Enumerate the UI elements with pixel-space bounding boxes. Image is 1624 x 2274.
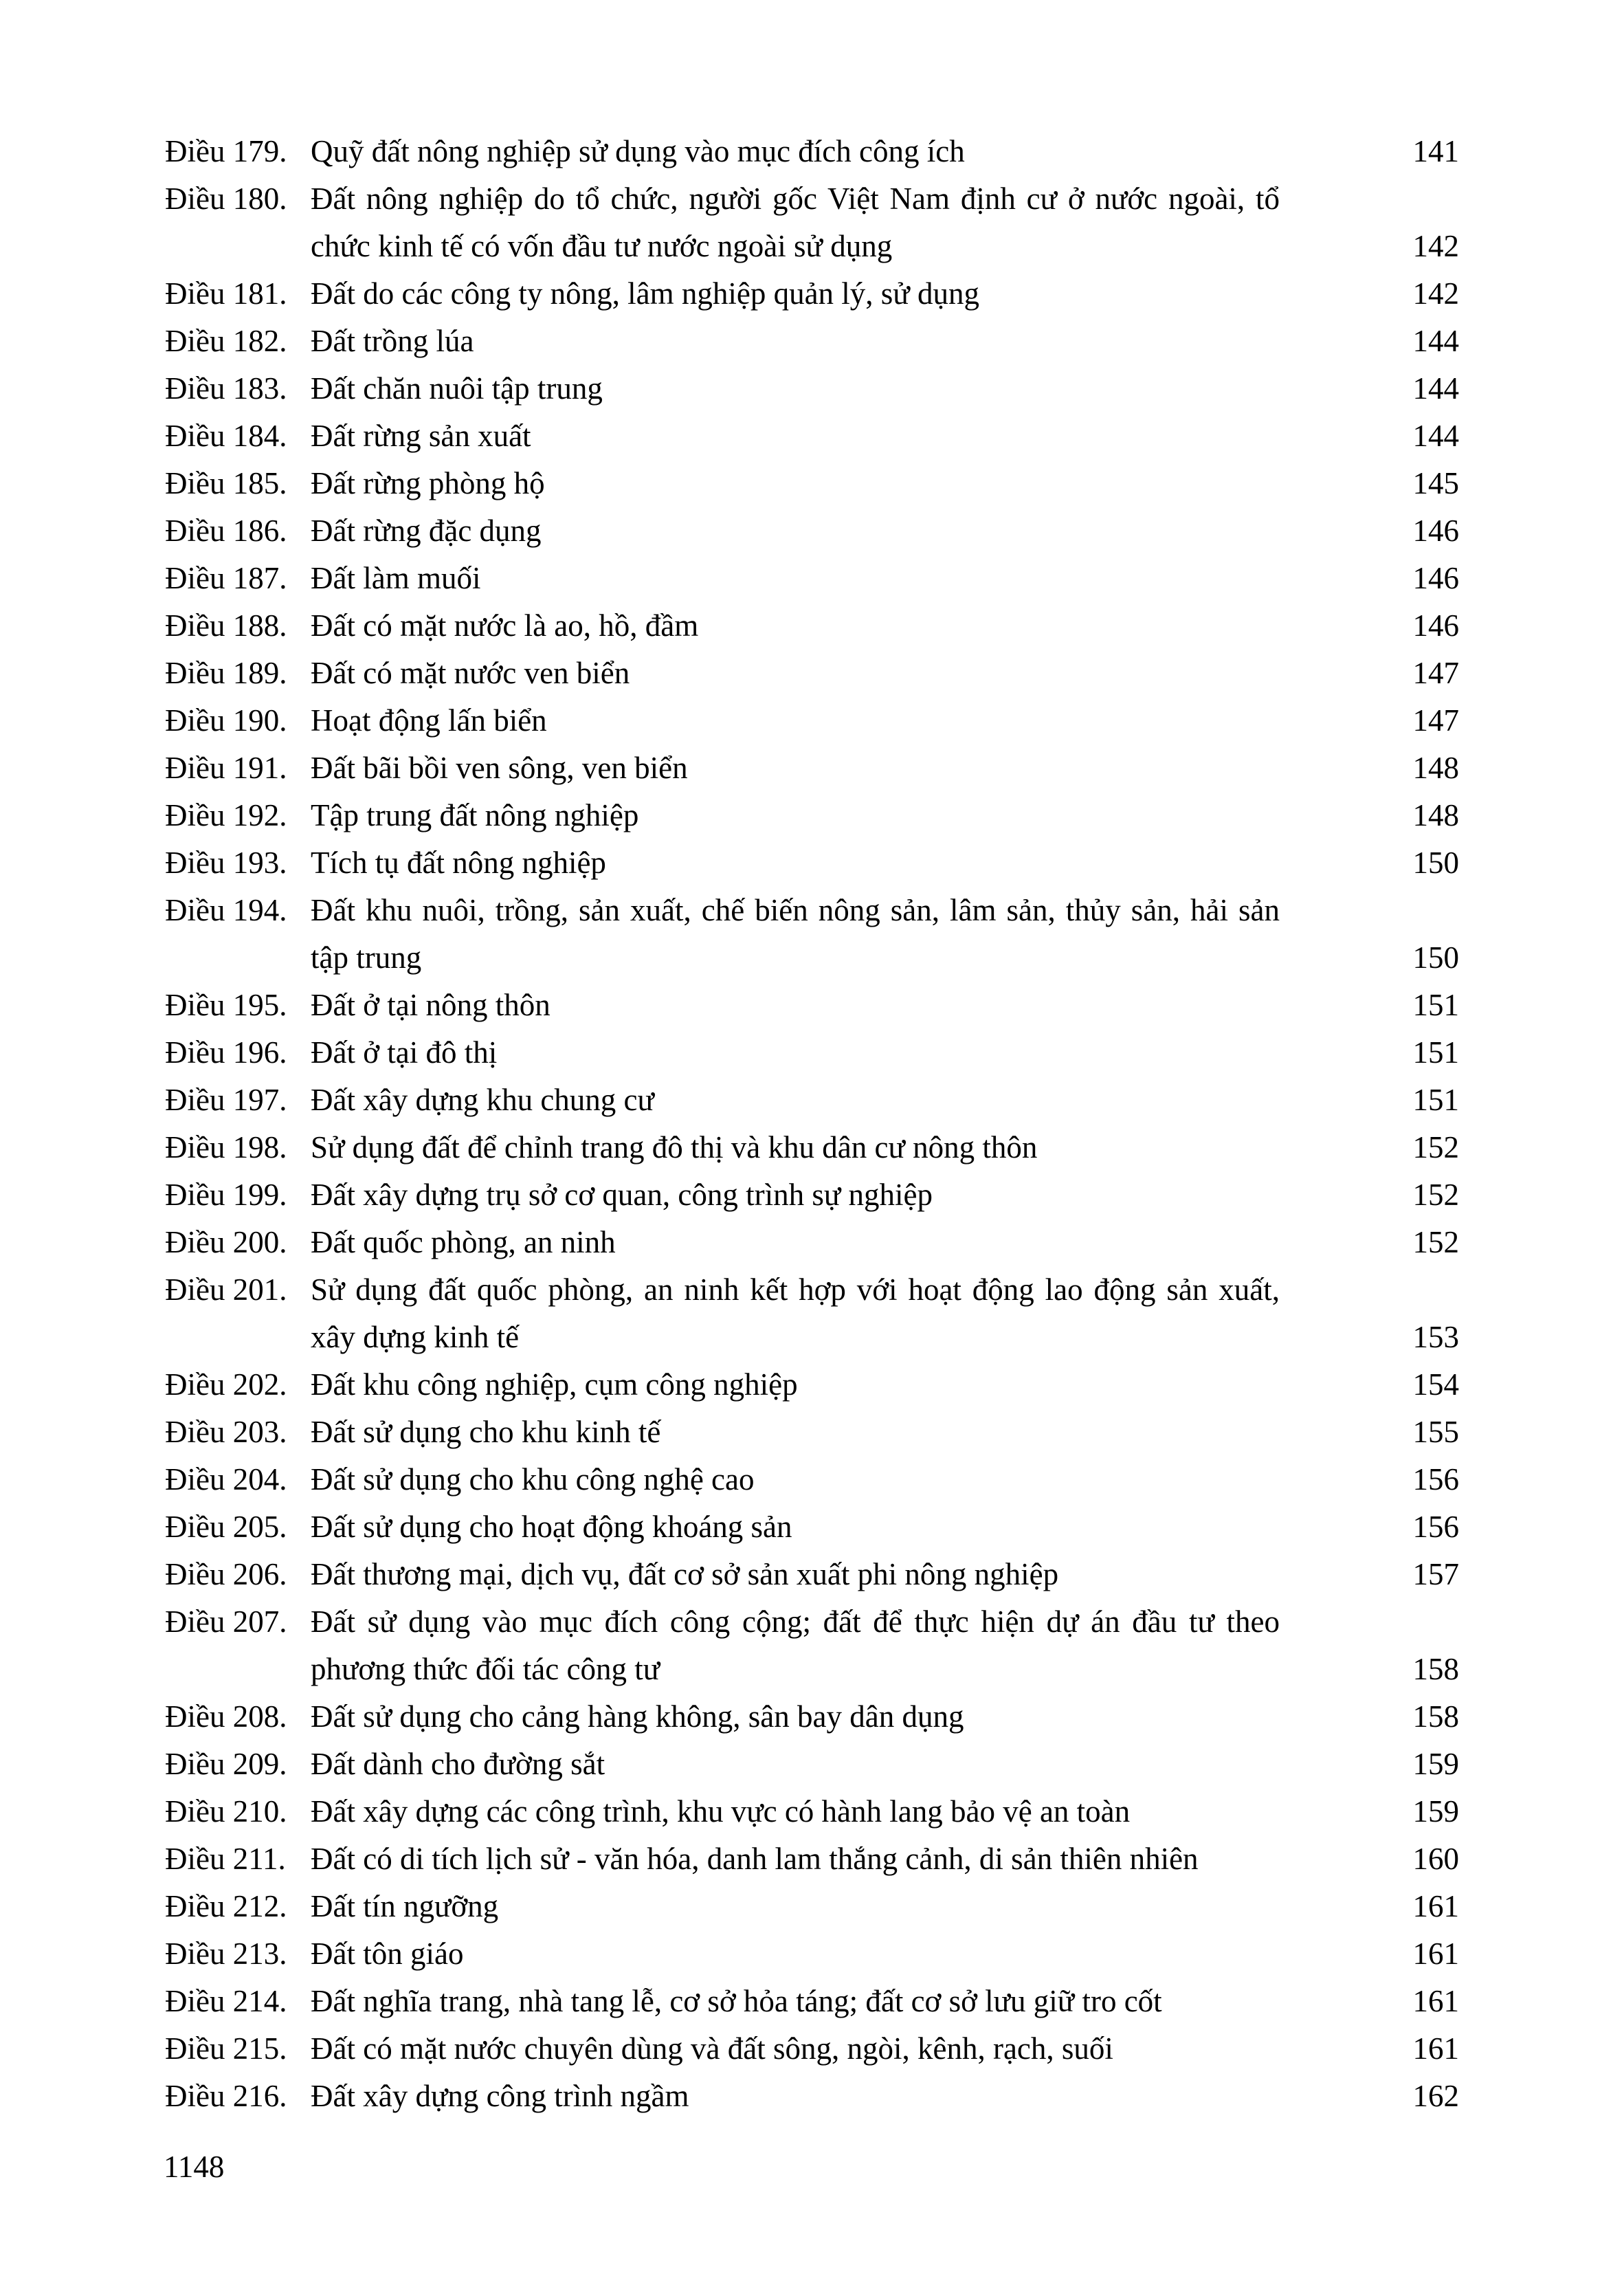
toc-entry-title: Đất có mặt nước ven biển xyxy=(311,656,630,690)
toc-entry-article-label: Điều 216. xyxy=(165,2079,287,2113)
toc-entry-title: Đất sử dụng vào mục đích công cộng; đất để thực hiện dự án đầu tư theo phương thức đối tác công tư xyxy=(311,1604,1280,1686)
toc-entry-page-number: 151 xyxy=(1412,1083,1459,1117)
toc-entry-page-number: 160 xyxy=(1412,1842,1459,1876)
toc-entry-article-label: Điều 187. xyxy=(165,561,287,595)
toc-entry-page-number: 147 xyxy=(1412,656,1459,690)
toc-entry-title: Đất trồng lúa xyxy=(311,324,474,358)
toc-entry-article-label: Điều 210. xyxy=(165,1794,287,1829)
toc-entry-article-label: Điều 203. xyxy=(165,1415,287,1449)
toc-entry-article-label: Điều 188. xyxy=(165,608,287,643)
toc-entry-article-label: Điều 200. xyxy=(165,1225,287,1259)
toc-entry-page-number: 146 xyxy=(1412,608,1459,643)
toc-entry-article-label: Điều 198. xyxy=(165,1130,287,1164)
toc-entry-article-label: Điều 185. xyxy=(165,466,287,500)
toc-entry-article-label: Điều 202. xyxy=(165,1367,287,1402)
toc-entry xyxy=(165,1598,1459,1693)
toc-entry-title: Sử dụng đất quốc phòng, an ninh kết hợp với hoạt động lao động sản xuất, xây dựng kinh tế xyxy=(311,1272,1280,1354)
toc-entry xyxy=(165,1503,1459,1551)
toc-entry-page-number: 152 xyxy=(1412,1130,1459,1164)
toc-entry-page-number: 144 xyxy=(1412,324,1459,358)
toc-entry-page-number: 148 xyxy=(1412,751,1459,785)
toc-entry-page-number: 155 xyxy=(1412,1415,1459,1449)
toc-entry-title: Tích tụ đất nông nghiệp xyxy=(311,846,606,880)
toc-entry-article-label: Điều 192. xyxy=(165,798,287,832)
toc-entry-title: Đất sử dụng cho hoạt động khoáng sản xyxy=(311,1510,792,1544)
toc-entry-page-number: 152 xyxy=(1412,1178,1459,1212)
toc-entry-title: Đất có mặt nước chuyên dùng và đất sông, ngòi, kênh, rạch, suối xyxy=(311,2031,1113,2066)
toc-entry-article-label: Điều 199. xyxy=(165,1178,287,1212)
toc-entry-page-number: 142 xyxy=(1412,229,1459,263)
toc-entry xyxy=(165,1978,1459,2025)
toc-entry-title: Đất khu công nghiệp, cụm công nghiệp xyxy=(311,1367,798,1402)
toc-entry-title: Đất ở tại nông thôn xyxy=(311,988,550,1022)
toc-entry-title: Đất sử dụng cho khu kinh tế xyxy=(311,1415,661,1449)
toc-entry xyxy=(165,270,1459,318)
toc-entry-page-number: 159 xyxy=(1412,1747,1459,1781)
toc-entry-article-label: Điều 183. xyxy=(165,371,287,406)
toc-entry-page-number: 146 xyxy=(1412,561,1459,595)
toc-entry-page-number: 145 xyxy=(1412,466,1459,500)
toc-entry-title: Đất sử dụng cho khu công nghệ cao xyxy=(311,1462,755,1497)
toc-entry xyxy=(165,1219,1459,1266)
toc-entry-page-number: 150 xyxy=(1412,940,1459,975)
toc-entry-article-label: Điều 208. xyxy=(165,1699,287,1734)
toc-entry-page-number: 153 xyxy=(1412,1320,1459,1354)
toc-entry xyxy=(165,1171,1459,1219)
toc-entry-title: Đất chăn nuôi tập trung xyxy=(311,371,603,406)
toc-entry-article-label: Điều 197. xyxy=(165,1083,287,1117)
toc-entry-page-number: 147 xyxy=(1412,703,1459,738)
toc-entry-article-label: Điều 201. xyxy=(165,1272,287,1307)
toc-entry-page-number: 162 xyxy=(1412,2079,1459,2113)
toc-entry xyxy=(165,318,1459,365)
toc-entry-title: Đất rừng phòng hộ xyxy=(311,466,545,500)
toc-entry-page-number: 161 xyxy=(1412,1889,1459,1923)
toc-entry-article-label: Điều 182. xyxy=(165,324,287,358)
toc-entry-article-label: Điều 196. xyxy=(165,1035,287,1070)
toc-entry-title: Đất có di tích lịch sử - văn hóa, danh lam thắng cảnh, di sản thiên nhiên xyxy=(311,1842,1199,1876)
toc-entry xyxy=(165,602,1459,650)
toc-entry-article-label: Điều 194. xyxy=(165,893,287,927)
toc-entry-page-number: 161 xyxy=(1412,1984,1459,2018)
toc-entry-article-label: Điều 214. xyxy=(165,1984,287,2018)
toc-entry-title: Sử dụng đất để chỉnh trang đô thị và khu dân cư nông thôn xyxy=(311,1130,1038,1164)
toc-entry-page-number: 157 xyxy=(1412,1557,1459,1591)
toc-entry-title: Đất rừng đặc dụng xyxy=(311,514,542,548)
toc-entry-page-number: 152 xyxy=(1412,1225,1459,1259)
toc-entry-title: Đất quốc phòng, an ninh xyxy=(311,1225,616,1259)
toc-entry-article-label: Điều 211. xyxy=(165,1842,286,1876)
toc-entry-page-number: 158 xyxy=(1412,1652,1459,1686)
toc-entry xyxy=(165,1409,1459,1456)
toc-entry xyxy=(165,744,1459,792)
toc-entry-title: Đất xây dựng công trình ngầm xyxy=(311,2079,689,2113)
toc-entry-title: Đất xây dựng khu chung cư xyxy=(311,1083,654,1117)
toc-entry-title: Đất bãi bồi ven sông, ven biển xyxy=(311,751,688,785)
toc-entry xyxy=(165,1029,1459,1077)
toc-entry-article-label: Điều 212. xyxy=(165,1889,287,1923)
toc-entry-title: Đất làm muối xyxy=(311,561,481,595)
toc-entry-title: Đất nông nghiệp do tổ chức, người gốc Việt Nam định cư ở nước ngoài, tổ chức kinh tế có vốn đầu tư nước ngoài sử dụng xyxy=(311,181,1280,263)
toc-entry-article-label: Điều 189. xyxy=(165,656,287,690)
toc-entry-title: Đất dành cho đường sắt xyxy=(311,1747,605,1781)
toc-entry-article-label: Điều 207. xyxy=(165,1604,287,1639)
toc-entry-article-label: Điều 186. xyxy=(165,514,287,548)
toc-entry-article-label: Điều 209. xyxy=(165,1747,287,1781)
toc-entry xyxy=(165,1551,1459,1598)
toc-entry-title: Quỹ đất nông nghiệp sử dụng vào mục đích công ích xyxy=(311,134,965,168)
toc-entry-page-number: 158 xyxy=(1412,1699,1459,1734)
toc-entry-article-label: Điều 193. xyxy=(165,846,287,880)
toc-entry xyxy=(165,697,1459,744)
toc-entry xyxy=(165,792,1459,839)
toc-entry-page-number: 148 xyxy=(1412,798,1459,832)
toc-entry xyxy=(165,1456,1459,1503)
toc-entry-title: Đất tôn giáo xyxy=(311,1936,464,1971)
toc-entry xyxy=(165,982,1459,1029)
toc-entry-title: Đất thương mại, dịch vụ, đất cơ sở sản xuất phi nông nghiệp xyxy=(311,1557,1059,1591)
toc-entry-title: Đất rừng sản xuất xyxy=(311,419,531,453)
toc-entry xyxy=(165,1788,1459,1835)
toc-entry-article-label: Điều 190. xyxy=(165,703,287,738)
toc-entry-article-label: Điều 191. xyxy=(165,751,287,785)
toc-entry xyxy=(165,1077,1459,1124)
toc-entry-title: Tập trung đất nông nghiệp xyxy=(311,798,639,832)
toc-entry-article-label: Điều 206. xyxy=(165,1557,287,1591)
toc-entry-title: Đất xây dựng các công trình, khu vực có hành lang bảo vệ an toàn xyxy=(311,1794,1131,1829)
toc-entry xyxy=(165,1361,1459,1409)
toc-entry xyxy=(165,1741,1459,1788)
toc-entry xyxy=(165,128,1459,175)
toc-entry-page-number: 161 xyxy=(1412,1936,1459,1971)
toc-entry-title: Đất ở tại đô thị xyxy=(311,1035,498,1070)
toc-entry-article-label: Điều 195. xyxy=(165,988,287,1022)
toc-entry xyxy=(165,1930,1459,1978)
toc-entry-page-number: 159 xyxy=(1412,1794,1459,1829)
toc-entry xyxy=(165,887,1459,982)
toc-entry-title: Đất sử dụng cho cảng hàng không, sân bay dân dụng xyxy=(311,1699,964,1734)
toc-entry-page-number: 161 xyxy=(1412,2031,1459,2066)
toc-entry-article-label: Điều 213. xyxy=(165,1936,287,1971)
toc-entry-page-number: 146 xyxy=(1412,514,1459,548)
toc-entry-article-label: Điều 179. xyxy=(165,134,287,168)
toc-entry-page-number: 144 xyxy=(1412,419,1459,453)
toc-entry-page-number: 150 xyxy=(1412,846,1459,880)
toc-entry-page-number: 156 xyxy=(1412,1510,1459,1544)
toc-entry-page-number: 141 xyxy=(1412,134,1459,168)
toc-entry xyxy=(165,1124,1459,1171)
toc-entry xyxy=(165,175,1459,270)
toc-entry xyxy=(165,555,1459,602)
toc-entry-title: Đất tín ngưỡng xyxy=(311,1889,499,1923)
table-of-contents xyxy=(165,128,1459,2120)
toc-entry-title: Đất khu nuôi, trồng, sản xuất, chế biến nông sản, lâm sản, thủy sản, hải sản tập trung xyxy=(311,893,1280,975)
toc-entry-article-label: Điều 205. xyxy=(165,1510,287,1544)
toc-entry xyxy=(165,507,1459,555)
toc-entry-page-number: 154 xyxy=(1412,1367,1459,1402)
toc-entry-title: Đất do các công ty nông, lâm nghiệp quản lý, sử dụng xyxy=(311,276,979,311)
toc-entry xyxy=(165,1835,1459,1883)
toc-entry-title: Hoạt động lấn biển xyxy=(311,703,547,738)
toc-entry xyxy=(165,2073,1459,2120)
toc-entry xyxy=(165,412,1459,460)
toc-entry xyxy=(165,365,1459,412)
toc-entry-page-number: 144 xyxy=(1412,371,1459,406)
toc-entry-article-label: Điều 215. xyxy=(165,2031,287,2066)
toc-entry xyxy=(165,2025,1459,2073)
toc-entry xyxy=(165,1266,1459,1361)
page-footer xyxy=(164,2143,224,2191)
toc-entry-article-label: Điều 184. xyxy=(165,419,287,453)
toc-entry-page-number: 142 xyxy=(1412,276,1459,311)
toc-entry-article-label: Điều 180. xyxy=(165,181,287,216)
toc-entry xyxy=(165,839,1459,887)
toc-entry-page-number: 151 xyxy=(1412,988,1459,1022)
toc-entry-page-number: 156 xyxy=(1412,1462,1459,1497)
toc-entry xyxy=(165,1693,1459,1741)
toc-entry xyxy=(165,650,1459,697)
toc-entry xyxy=(165,460,1459,507)
toc-entry-page-number: 151 xyxy=(1412,1035,1459,1070)
toc-entry-article-label: Điều 181. xyxy=(165,276,287,311)
toc-entry-title: Đất nghĩa trang, nhà tang lễ, cơ sở hỏa táng; đất cơ sở lưu giữ tro cốt xyxy=(311,1984,1162,2018)
toc-entry-title: Đất có mặt nước là ao, hồ, đầm xyxy=(311,608,699,643)
toc-entry xyxy=(165,1883,1459,1930)
toc-entry-article-label: Điều 204. xyxy=(165,1462,287,1497)
toc-entry-title: Đất xây dựng trụ sở cơ quan, công trình sự nghiệp xyxy=(311,1178,933,1212)
footer-page-number: 1148 xyxy=(164,2150,225,2184)
